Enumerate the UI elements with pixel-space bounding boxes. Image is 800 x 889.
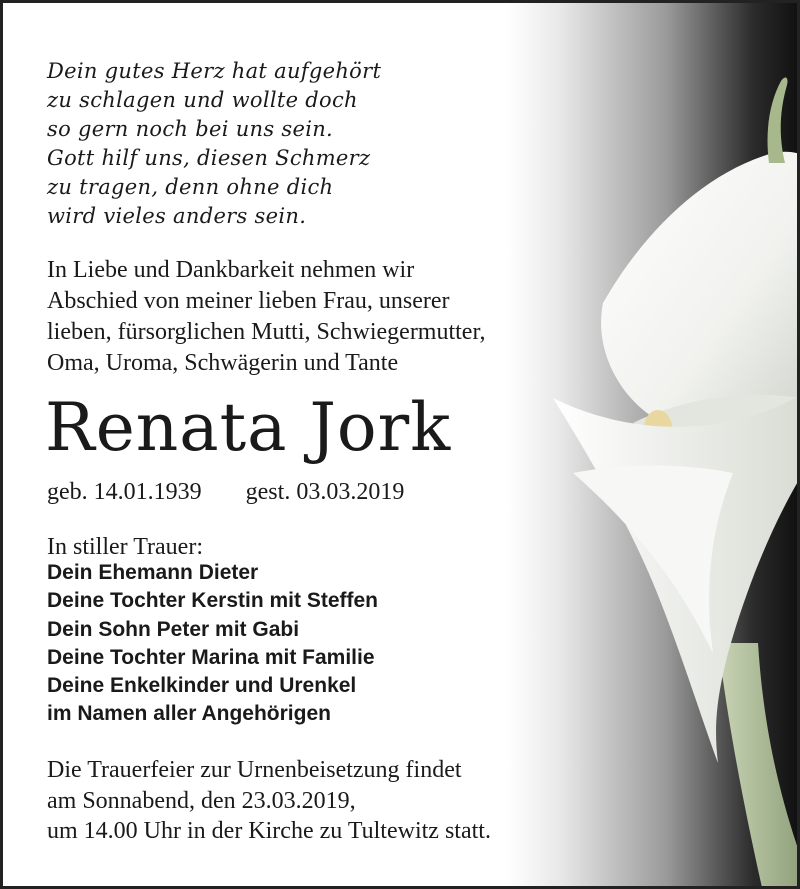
intro-line: Abschied von meiner lieben Frau, unserer [47,288,450,314]
funeral-line: um 14.00 Uhr in der Kirche zu Tultewitz statt. [47,818,491,844]
poem [47,57,381,231]
poem-line: wird vieles anders sein. [47,204,307,228]
mourners-list [47,559,378,729]
funeral-line: am Sonnabend, den 23.03.2019, [47,787,356,814]
intro-line: lieben, fürsorglichen Mutti, Schwiegermutter, [47,319,486,345]
intro-paragraph [47,255,486,379]
birth-date: geb. 14.01.1939 [47,479,202,505]
poem-line: Gott hilf uns, diesen Schmerz [47,146,371,170]
intro-line: In Liebe und Dankbarkeit nehmen wir [47,257,415,283]
poem-line: Dein gutes Herz hat aufgehört [47,59,382,83]
mourner-entry: im Namen aller Angehörigen [47,702,331,726]
mourner-entry: Dein Sohn Peter mit Gabi [47,617,300,641]
poem-line: so gern noch bei uns sein. [47,117,334,141]
mourner-entry: Deine Tochter Marina mit Familie [47,645,375,669]
death-date: gest. 03.03.2019 [245,479,405,505]
deceased-name: Renata Jork [45,389,452,466]
intro-line: Oma, Uroma, Schwägerin und Tante [47,350,399,376]
mourner-entry: Deine Enkelkinder und Urenkel [47,674,357,698]
poem-line: zu tragen, denn ohne dich [47,175,334,199]
mourner-entry: Deine Tochter Kerstin mit Steffen [47,589,378,613]
calla-lily-icon [513,3,800,889]
life-dates [47,477,404,507]
mourners-label: In stiller Trauer: [47,534,203,560]
poem-line: zu schlagen und wollte doch [47,88,358,112]
funeral-notice [47,755,491,847]
mourner-entry: Dein Ehemann Dieter [47,561,259,584]
funeral-line: Die Trauerfeier zur Urnenbeisetzung findet [47,757,462,783]
